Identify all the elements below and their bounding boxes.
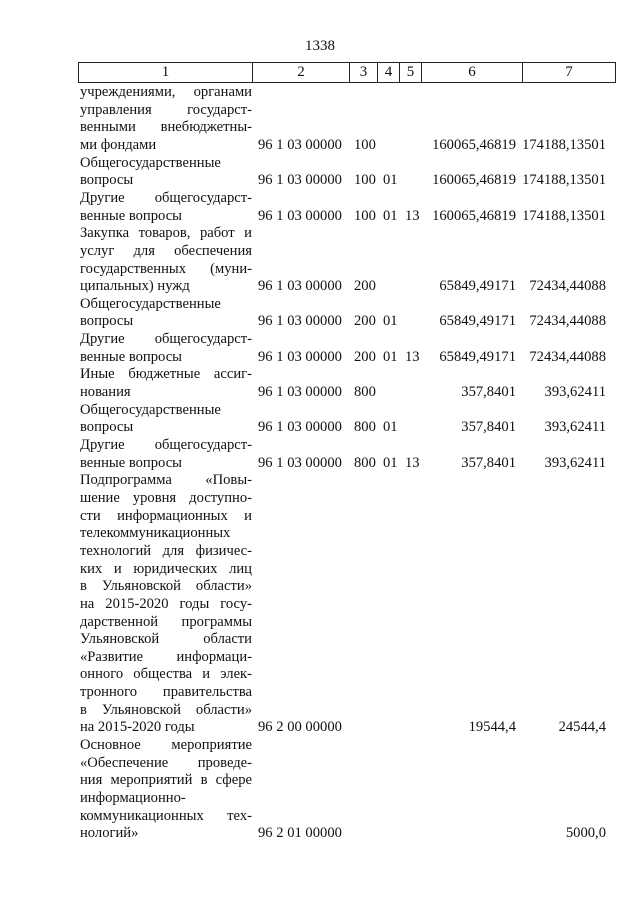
description-line: телекоммуникационных — [80, 525, 231, 542]
table-row — [0, 225, 640, 296]
description-line: онного общества и элек- — [80, 666, 252, 683]
column-header-7: 7 — [523, 63, 616, 83]
target-article-code: 96 2 01 00000 — [258, 825, 342, 842]
description-line: венные вопросы — [80, 207, 182, 224]
description-line: управления государст- — [80, 101, 252, 118]
row-description — [80, 190, 252, 225]
amount-column-7: 24544,4 — [558, 719, 606, 736]
amount-column-6: 65849,49171 — [439, 348, 516, 365]
description-line: Ульяновской области — [80, 631, 252, 648]
amount-column-7: 72434,44088 — [529, 278, 606, 295]
row-description — [80, 402, 252, 437]
expense-type-code: 200 — [354, 348, 376, 365]
table-row — [0, 155, 640, 190]
description-line: Закупка товаров, работ и — [80, 225, 252, 242]
description-line: Подпрограмма «Повы- — [80, 472, 252, 489]
amount-column-7: 174188,13501 — [522, 207, 606, 224]
description-line: ми фондами — [80, 136, 157, 153]
column-header-5: 5 — [400, 63, 422, 83]
table-row — [0, 190, 640, 225]
description-line: венными внебюджетны- — [80, 119, 252, 136]
description-line: вопросы — [80, 419, 134, 436]
description-line: Основное мероприятие — [80, 737, 252, 754]
expense-type-code: 200 — [354, 313, 376, 330]
target-article-code: 96 1 03 00000 — [258, 419, 342, 436]
description-line: коммуникационных тех- — [80, 807, 252, 824]
target-article-code: 96 1 03 00000 — [258, 384, 342, 401]
description-line: дарственной программы — [80, 613, 252, 630]
description-line: нологий» — [80, 825, 139, 842]
amount-column-6: 160065,46819 — [432, 207, 516, 224]
description-line: технологий для физичес- — [80, 542, 252, 559]
description-line: «Обеспечение проведе- — [80, 754, 252, 771]
table-row — [0, 331, 640, 366]
description-line: шение уровня доступно- — [80, 489, 252, 506]
row-description — [80, 366, 252, 401]
section-code: 01 — [383, 313, 398, 330]
description-line: информационно- — [80, 789, 186, 806]
target-article-code: 96 1 03 00000 — [258, 313, 342, 330]
amount-column-6: 357,8401 — [461, 384, 516, 401]
row-description — [80, 437, 252, 472]
table-row — [0, 402, 640, 437]
amount-column-7: 72434,44088 — [529, 313, 606, 330]
section-code: 01 — [383, 172, 398, 189]
row-description — [80, 155, 252, 190]
amount-column-7: 72434,44088 — [529, 348, 606, 365]
description-line: Общегосударственные — [80, 295, 221, 312]
description-line: ния мероприятий в сфере — [80, 772, 252, 789]
description-line: ципальных) нужд — [80, 278, 190, 295]
subsection-code: 13 — [405, 207, 420, 224]
budget-table-body — [0, 84, 640, 843]
subsection-code: 13 — [405, 454, 420, 471]
description-line: в Ульяновской области» — [80, 578, 252, 595]
description-line: Общегосударственные — [80, 154, 221, 171]
amount-column-7: 393,62411 — [544, 384, 606, 401]
column-header-4: 4 — [378, 63, 400, 83]
target-article-code: 96 1 03 00000 — [258, 278, 342, 295]
table-row — [0, 437, 640, 472]
table-row — [0, 84, 640, 155]
expense-type-code: 100 — [354, 207, 376, 224]
description-line: Общегосударственные — [80, 401, 221, 418]
description-line: ких и юридических лиц — [80, 560, 252, 577]
target-article-code: 96 1 03 00000 — [258, 348, 342, 365]
amount-column-7: 393,62411 — [544, 454, 606, 471]
description-line: тронного правительства — [80, 684, 252, 701]
description-line: Другие общегосударст- — [80, 436, 252, 453]
section-code: 01 — [383, 419, 398, 436]
row-description — [80, 225, 252, 296]
expense-type-code: 800 — [354, 454, 376, 471]
row-description — [80, 296, 252, 331]
expense-type-code: 100 — [354, 172, 376, 189]
description-line: Другие общегосударст- — [80, 331, 252, 348]
table-row — [0, 737, 640, 843]
section-code: 01 — [383, 207, 398, 224]
amount-column-6: 160065,46819 — [432, 136, 516, 153]
target-article-code: 96 2 00 00000 — [258, 719, 342, 736]
table-row — [0, 366, 640, 401]
target-article-code: 96 1 03 00000 — [258, 207, 342, 224]
description-line: Другие общегосударст- — [80, 189, 252, 206]
description-line: «Развитие информаци- — [80, 648, 252, 665]
column-header-row — [79, 63, 616, 83]
amount-column-6: 160065,46819 — [432, 172, 516, 189]
target-article-code: 96 1 03 00000 — [258, 172, 342, 189]
amount-column-6: 357,8401 — [461, 454, 516, 471]
description-line: венные вопросы — [80, 348, 182, 365]
description-line: на 2015-2020 годы — [80, 719, 195, 736]
description-line: в Ульяновской области» — [80, 701, 252, 718]
section-code: 01 — [383, 454, 398, 471]
column-header-2: 2 — [253, 63, 350, 83]
row-description — [80, 737, 252, 843]
description-line: вопросы — [80, 172, 134, 189]
expense-type-code: 800 — [354, 419, 376, 436]
amount-column-7: 393,62411 — [544, 419, 606, 436]
amount-column-7: 174188,13501 — [522, 172, 606, 189]
subsection-code: 13 — [405, 348, 420, 365]
page-number: 1338 — [305, 38, 335, 54]
column-header-6: 6 — [422, 63, 523, 83]
column-header-3: 3 — [350, 63, 378, 83]
description-line: вопросы — [80, 313, 134, 330]
amount-column-6: 357,8401 — [461, 419, 516, 436]
description-line: на 2015-2020 годы госу- — [80, 595, 252, 612]
target-article-code: 96 1 03 00000 — [258, 454, 342, 471]
description-line: Иные бюджетные ассиг- — [80, 366, 252, 383]
amount-column-7: 5000,0 — [565, 825, 606, 842]
expense-type-code: 100 — [354, 136, 376, 153]
target-article-code: 96 1 03 00000 — [258, 136, 342, 153]
description-line: венные вопросы — [80, 454, 182, 471]
row-description — [80, 472, 252, 737]
amount-column-7: 174188,13501 — [522, 136, 606, 153]
column-header-1: 1 — [79, 63, 253, 83]
description-line: государственных (муни- — [80, 260, 252, 277]
expense-type-code: 200 — [354, 278, 376, 295]
expense-type-code: 800 — [354, 384, 376, 401]
row-description — [80, 84, 252, 155]
amount-column-6: 65849,49171 — [439, 278, 516, 295]
section-code: 01 — [383, 348, 398, 365]
description-line: сти информационных и — [80, 507, 252, 524]
amount-column-6: 19544,4 — [468, 719, 516, 736]
table-row — [0, 296, 640, 331]
description-line: услуг для обеспечения — [80, 242, 252, 259]
row-description — [80, 331, 252, 366]
column-header-table — [78, 62, 616, 83]
description-line: учреждениями, органами — [80, 84, 252, 100]
table-row — [0, 472, 640, 737]
amount-column-6: 65849,49171 — [439, 313, 516, 330]
description-line: нования — [80, 384, 131, 401]
